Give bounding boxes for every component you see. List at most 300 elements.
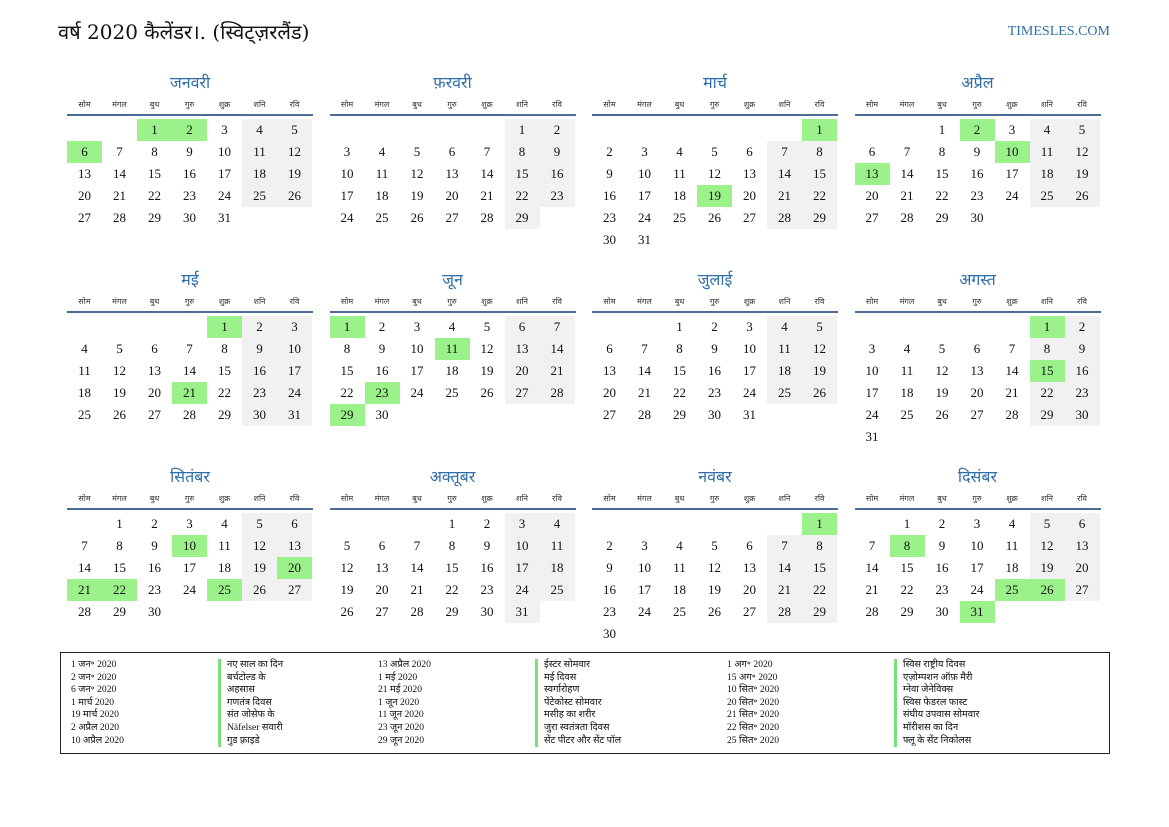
holiday-name: नए साल का दिन xyxy=(227,659,284,670)
holiday-date: 20 सित॰ 2020 xyxy=(727,696,780,708)
weekday-header xyxy=(330,490,576,510)
day-cell: 26 xyxy=(1065,185,1100,207)
weekday-label: गुरु xyxy=(447,297,457,306)
day-cell: 29 xyxy=(802,207,837,229)
weekday-label: शुक्र xyxy=(218,297,231,306)
day-grid xyxy=(330,119,576,259)
day-cell: 17 xyxy=(865,385,879,400)
day-cell: 11 xyxy=(673,166,686,181)
day-cell: 26 xyxy=(480,385,494,400)
day-cell: 30 xyxy=(970,210,984,225)
day-cell: 31 xyxy=(743,407,756,422)
holiday-date: 1 जून 2020 xyxy=(378,696,420,708)
day-cell: 28 xyxy=(900,210,914,225)
day-cell: 13 xyxy=(277,535,312,557)
day-cell: 28 xyxy=(183,407,196,422)
weekday-label: बुध xyxy=(674,100,685,109)
day-cell: 16 xyxy=(242,360,277,382)
day-cell: 6 xyxy=(746,538,753,553)
day-cell: 22 xyxy=(340,385,354,400)
day-cell: 6 xyxy=(606,341,613,356)
day-cell: 2 xyxy=(483,516,491,531)
weekday-label: गुरु xyxy=(972,297,982,306)
month-name: फ़रवरी xyxy=(433,73,472,92)
day-cell: 15 xyxy=(505,163,540,185)
weekday-label: शनि xyxy=(516,100,528,109)
day-cell: 13 xyxy=(743,560,756,575)
day-cell: 7 xyxy=(767,141,802,163)
day-cell: 19 xyxy=(340,582,354,597)
day-cell: 7 xyxy=(903,144,911,159)
day-cell: 28 xyxy=(480,210,494,225)
day-cell: 9 xyxy=(378,341,386,356)
day-cell: 11 xyxy=(900,363,914,378)
weekday-label: गुरु xyxy=(972,494,982,503)
day-cell: 6 xyxy=(277,513,312,535)
weekday-label: बुध xyxy=(412,297,422,306)
day-cell: 17 xyxy=(410,363,424,378)
legend-names-column xyxy=(894,659,979,747)
holiday-date: 10 सित॰ 2020 xyxy=(727,684,780,696)
weekday-label: बुध xyxy=(149,297,160,306)
holiday-day-cell: 1 xyxy=(137,119,172,141)
holiday-day-cell: 13 xyxy=(855,163,890,185)
day-cell: 23 xyxy=(480,582,494,597)
day-cell: 13 xyxy=(970,363,984,378)
holiday-date: 2 अप्रैल 2020 xyxy=(71,721,120,733)
weekday-label: रवि xyxy=(552,297,562,306)
day-cell: 21 xyxy=(113,188,126,203)
holiday-date: 15 अग॰ 2020 xyxy=(727,671,778,683)
weekday-label: रवि xyxy=(289,100,300,109)
weekday-label: शुक्र xyxy=(481,100,493,109)
day-cell: 9 xyxy=(540,141,575,163)
weekday-label: सोम xyxy=(865,100,879,109)
day-cell: 2 xyxy=(606,538,613,553)
month-3 xyxy=(592,72,838,259)
legend-dates-column xyxy=(378,659,431,747)
holiday-name: स्विस राष्ट्रीय दिवस xyxy=(903,659,966,670)
day-cell: 16 xyxy=(183,166,196,181)
day-cell: 5 xyxy=(1065,119,1100,141)
weekday-label: शुक्र xyxy=(218,494,231,503)
day-cell: 23 xyxy=(603,210,616,225)
day-cell: 9 xyxy=(186,144,193,159)
holiday-day-cell: 21 xyxy=(172,382,207,404)
weekday-label: शुक्र xyxy=(743,297,756,306)
weekday-label: मंगल xyxy=(374,100,390,109)
day-cell: 7 xyxy=(413,538,421,553)
weekday-label: मंगल xyxy=(637,297,652,306)
day-cell: 18 xyxy=(1005,560,1019,575)
day-cell: 18 xyxy=(1030,163,1065,185)
day-cell: 11 xyxy=(1005,538,1019,553)
day-cell: 18 xyxy=(673,582,686,597)
legend-names-column xyxy=(218,659,283,747)
month-name: जून xyxy=(442,270,463,289)
weekday-label: शनि xyxy=(516,494,528,503)
day-cell: 6 xyxy=(378,538,386,553)
holiday-day-cell: 1 xyxy=(330,316,365,338)
day-cell: 5 xyxy=(242,513,277,535)
day-cell: 18 xyxy=(767,360,802,382)
day-cell: 12 xyxy=(1065,141,1100,163)
day-cell: 22 xyxy=(1030,382,1065,404)
day-cell: 20 xyxy=(505,360,540,382)
day-cell: 28 xyxy=(78,604,91,619)
day-cell: 9 xyxy=(151,538,158,553)
day-cell: 9 xyxy=(711,341,718,356)
day-cell: 30 xyxy=(603,626,616,641)
weekday-label: सोम xyxy=(603,297,616,306)
day-cell: 13 xyxy=(148,363,161,378)
day-cell: 11 xyxy=(540,535,575,557)
day-cell: 29 xyxy=(673,407,686,422)
month-name: जनवरी xyxy=(169,73,211,92)
day-cell: 11 xyxy=(218,538,231,553)
holiday-name: Näfelser सवारी xyxy=(227,721,283,733)
day-cell: 29 xyxy=(445,604,459,619)
day-cell: 31 xyxy=(865,429,879,444)
day-cell: 19 xyxy=(802,360,837,382)
day-cell: 19 xyxy=(242,557,277,579)
day-cell: 11 xyxy=(767,338,802,360)
day-cell: 24 xyxy=(410,385,424,400)
holiday-date: 1 जन॰ 2020 xyxy=(71,659,117,670)
day-cell: 26 xyxy=(802,382,837,404)
day-cell: 8 xyxy=(505,141,540,163)
holiday-name: सेंट पीटर और सेंट पॉल xyxy=(544,734,622,746)
day-cell: 7 xyxy=(868,538,876,553)
weekday-label: रवि xyxy=(1077,100,1087,109)
weekday-label: सोम xyxy=(865,297,879,306)
day-cell: 7 xyxy=(81,538,88,553)
day-grid xyxy=(67,513,313,653)
holiday-day-cell: 11 xyxy=(435,338,470,360)
holiday-name: स्विस फेडरल फास्ट xyxy=(903,696,968,708)
weekday-label: सोम xyxy=(603,100,616,109)
weekday-label: मंगल xyxy=(112,100,127,109)
day-cell: 4 xyxy=(81,341,88,356)
weekday-label: शनि xyxy=(253,494,266,503)
day-cell: 4 xyxy=(378,144,386,159)
weekday-label: शनि xyxy=(778,100,791,109)
day-cell: 14 xyxy=(767,557,802,579)
day-cell: 2 xyxy=(242,316,277,338)
day-cell: 21 xyxy=(767,185,802,207)
day-cell: 17 xyxy=(277,360,312,382)
day-cell: 29 xyxy=(148,210,161,225)
day-cell: 21 xyxy=(767,579,802,601)
holiday-name: ईस्टर सोमवार xyxy=(544,659,591,670)
day-cell: 27 xyxy=(1065,579,1100,601)
day-grid xyxy=(855,513,1101,653)
day-cell: 11 xyxy=(78,363,91,378)
day-cell: 23 xyxy=(603,604,616,619)
day-cell: 10 xyxy=(218,144,231,159)
month-2 xyxy=(330,72,576,259)
weekday-label: सोम xyxy=(78,494,91,503)
weekday-label: गुरु xyxy=(184,494,195,503)
day-cell: 29 xyxy=(802,601,837,623)
day-cell: 2 xyxy=(540,119,575,141)
day-cell: 3 xyxy=(641,144,648,159)
day-cell: 13 xyxy=(1065,535,1100,557)
day-cell: 3 xyxy=(221,122,228,137)
day-cell: 5 xyxy=(343,538,351,553)
holiday-day-cell: 6 xyxy=(67,141,102,163)
weekday-label: गुरु xyxy=(447,494,457,503)
holiday-date: 10 अप्रैल 2020 xyxy=(71,734,124,746)
holiday-name: फ्लू के सेंट निकोलस xyxy=(903,734,972,746)
month-6 xyxy=(330,269,576,456)
site-link[interactable]: TIMESLES.COM xyxy=(1007,24,1110,39)
holiday-day-cell: 10 xyxy=(995,141,1030,163)
day-cell: 9 xyxy=(483,538,491,553)
day-cell: 14 xyxy=(1005,363,1019,378)
weekday-label: रवि xyxy=(814,297,825,306)
day-cell: 8 xyxy=(448,538,456,553)
holiday-name: पेंटेकोस्ट सोमवार xyxy=(544,696,602,708)
day-cell: 29 xyxy=(1030,404,1065,426)
day-cell: 9 xyxy=(938,538,946,553)
day-cell: 21 xyxy=(540,360,575,382)
holiday-name: ग्नेवा जेनेविक्स xyxy=(903,684,954,696)
holiday-day-cell: 1 xyxy=(802,119,837,141)
day-cell: 15 xyxy=(802,163,837,185)
day-cell: 24 xyxy=(505,579,540,601)
day-cell: 19 xyxy=(1065,163,1100,185)
day-cell: 27 xyxy=(743,210,756,225)
day-cell: 22 xyxy=(218,385,231,400)
month-name: जुलाई xyxy=(697,270,733,289)
day-cell: 12 xyxy=(802,338,837,360)
weekday-label: शुक्र xyxy=(481,494,493,503)
day-cell: 8 xyxy=(938,144,946,159)
month-5 xyxy=(67,269,313,456)
day-cell: 4 xyxy=(903,341,911,356)
month-name: अक्तूबर xyxy=(429,467,476,486)
weekday-label: शुक्र xyxy=(743,494,756,503)
holiday-date: 11 जून 2020 xyxy=(378,709,424,721)
day-cell: 28 xyxy=(113,210,126,225)
day-cell: 13 xyxy=(375,560,389,575)
day-cell: 7 xyxy=(1008,341,1016,356)
day-cell: 14 xyxy=(480,166,494,181)
weekday-label: गुरु xyxy=(184,100,195,109)
day-cell: 7 xyxy=(116,144,123,159)
day-cell: 10 xyxy=(277,338,312,360)
holiday-day-cell: 2 xyxy=(172,119,207,141)
day-cell: 20 xyxy=(743,582,756,597)
holiday-name: एज़ोम्पशन ऑफ़ मैरी xyxy=(903,671,973,683)
day-cell: 30 xyxy=(1065,404,1100,426)
weekday-label: शनि xyxy=(778,297,791,306)
weekday-label: मंगल xyxy=(899,494,915,503)
weekday-label: शुक्र xyxy=(1006,494,1018,503)
day-cell: 20 xyxy=(375,582,389,597)
day-cell: 8 xyxy=(676,341,683,356)
day-cell: 22 xyxy=(445,582,459,597)
day-cell: 29 xyxy=(505,207,540,229)
day-cell: 15 xyxy=(802,557,837,579)
weekday-label: बुध xyxy=(937,297,947,306)
day-cell: 3 xyxy=(868,341,876,356)
day-cell: 31 xyxy=(638,232,651,247)
day-cell: 1 xyxy=(448,516,456,531)
weekday-header xyxy=(855,96,1101,116)
day-cell: 12 xyxy=(708,166,721,181)
day-cell: 27 xyxy=(603,407,616,422)
day-cell: 10 xyxy=(638,166,651,181)
day-cell: 30 xyxy=(708,407,721,422)
day-cell: 30 xyxy=(480,604,494,619)
day-cell: 29 xyxy=(900,604,914,619)
weekday-label: बुध xyxy=(937,494,947,503)
month-10 xyxy=(330,466,576,653)
day-cell: 15 xyxy=(673,363,686,378)
day-cell: 22 xyxy=(935,188,949,203)
holiday-day-cell: 1 xyxy=(1030,316,1065,338)
month-name: सितंबर xyxy=(170,467,210,486)
day-cell: 16 xyxy=(148,560,161,575)
day-cell: 18 xyxy=(673,188,686,203)
day-cell: 24 xyxy=(970,582,984,597)
day-cell: 28 xyxy=(767,601,802,623)
day-cell: 24 xyxy=(340,210,354,225)
day-cell: 4 xyxy=(1008,516,1016,531)
day-cell: 26 xyxy=(935,407,949,422)
legend-dates-column xyxy=(727,659,779,747)
weekday-label: गुरु xyxy=(184,297,195,306)
day-cell: 11 xyxy=(242,141,277,163)
day-cell: 14 xyxy=(410,560,424,575)
weekday-header xyxy=(330,293,576,313)
day-cell: 15 xyxy=(113,560,126,575)
holiday-date: 21 सित॰ 2020 xyxy=(727,709,780,721)
holiday-day-cell: 25 xyxy=(995,579,1030,601)
day-cell: 8 xyxy=(116,538,123,553)
day-cell: 12 xyxy=(340,560,354,575)
day-cell: 5 xyxy=(116,341,123,356)
day-cell: 5 xyxy=(711,144,718,159)
day-grid xyxy=(67,316,313,456)
month-name: अगस्त xyxy=(959,270,996,289)
day-cell: 12 xyxy=(480,341,494,356)
weekday-label: बुध xyxy=(937,100,947,109)
weekday-label: गुरु xyxy=(447,100,457,109)
weekday-header xyxy=(592,293,838,313)
page-title: वर्ष 2020 कैलेंडर।. (स्विट्ज़रलैंड) xyxy=(58,20,310,44)
day-cell: 19 xyxy=(410,188,424,203)
day-cell: 26 xyxy=(410,210,424,225)
day-cell: 12 xyxy=(410,166,424,181)
day-cell: 23 xyxy=(540,185,575,207)
day-cell: 17 xyxy=(1005,166,1019,181)
day-cell: 23 xyxy=(148,582,161,597)
day-cell: 2 xyxy=(606,144,613,159)
day-cell: 23 xyxy=(183,188,196,203)
day-cell: 18 xyxy=(375,188,389,203)
weekday-label: शनि xyxy=(1041,100,1053,109)
day-cell: 1 xyxy=(505,119,540,141)
day-cell: 1 xyxy=(903,516,911,531)
weekday-label: बुध xyxy=(149,100,160,109)
day-cell: 3 xyxy=(973,516,981,531)
day-cell: 27 xyxy=(865,210,879,225)
day-cell: 27 xyxy=(743,604,756,619)
day-cell: 5 xyxy=(413,144,421,159)
day-cell: 14 xyxy=(78,560,91,575)
day-cell: 3 xyxy=(343,144,351,159)
day-cell: 28 xyxy=(410,604,424,619)
holiday-date: 1 अग॰ 2020 xyxy=(727,659,773,670)
day-cell: 22 xyxy=(505,185,540,207)
day-cell: 5 xyxy=(802,316,837,338)
weekday-label: बुध xyxy=(412,494,422,503)
holiday-name: संघीय उपवास सोमवार xyxy=(903,709,980,721)
holiday-day-cell: 22 xyxy=(102,579,137,601)
holiday-day-cell: 29 xyxy=(330,404,365,426)
weekday-label: मंगल xyxy=(374,297,390,306)
day-cell: 13 xyxy=(743,166,756,181)
day-cell: 3 xyxy=(186,516,193,531)
holiday-day-cell: 19 xyxy=(697,185,732,207)
day-cell: 19 xyxy=(480,363,494,378)
day-cell: 4 xyxy=(221,516,228,531)
day-cell: 16 xyxy=(480,560,494,575)
day-cell: 16 xyxy=(935,560,949,575)
day-cell: 17 xyxy=(340,188,354,203)
day-cell: 12 xyxy=(708,560,721,575)
weekday-label: रवि xyxy=(1077,297,1087,306)
weekday-label: शुक्र xyxy=(481,297,493,306)
holiday-name: गुड फ़्राइडे xyxy=(227,734,260,746)
weekday-label: मंगल xyxy=(637,100,652,109)
day-cell: 3 xyxy=(413,319,421,334)
day-cell: 10 xyxy=(865,363,879,378)
weekday-header xyxy=(592,490,838,510)
month-name: अप्रैल xyxy=(961,73,994,92)
weekday-label: सोम xyxy=(340,100,354,109)
day-cell: 22 xyxy=(900,582,914,597)
holiday-date: 22 सित॰ 2020 xyxy=(727,721,780,733)
month-1 xyxy=(67,72,313,259)
holiday-date: 1 मार्च 2020 xyxy=(71,696,115,708)
day-cell: 11 xyxy=(375,166,389,181)
weekday-header xyxy=(592,96,838,116)
day-cell: 16 xyxy=(603,188,616,203)
day-cell: 28 xyxy=(638,407,651,422)
day-cell: 17 xyxy=(505,557,540,579)
day-cell: 6 xyxy=(505,316,540,338)
day-cell: 21 xyxy=(638,385,651,400)
day-cell: 2 xyxy=(378,319,386,334)
day-cell: 30 xyxy=(242,404,277,426)
day-cell: 25 xyxy=(375,210,389,225)
day-cell: 20 xyxy=(865,188,879,203)
day-cell: 18 xyxy=(242,163,277,185)
day-cell: 23 xyxy=(708,385,721,400)
day-cell: 13 xyxy=(78,166,91,181)
day-cell: 29 xyxy=(218,407,231,422)
weekday-header xyxy=(855,293,1101,313)
day-cell: 20 xyxy=(445,188,459,203)
day-grid xyxy=(330,513,576,653)
day-cell: 10 xyxy=(340,166,354,181)
weekday-label: सोम xyxy=(340,494,354,503)
weekday-label: शनि xyxy=(253,297,266,306)
